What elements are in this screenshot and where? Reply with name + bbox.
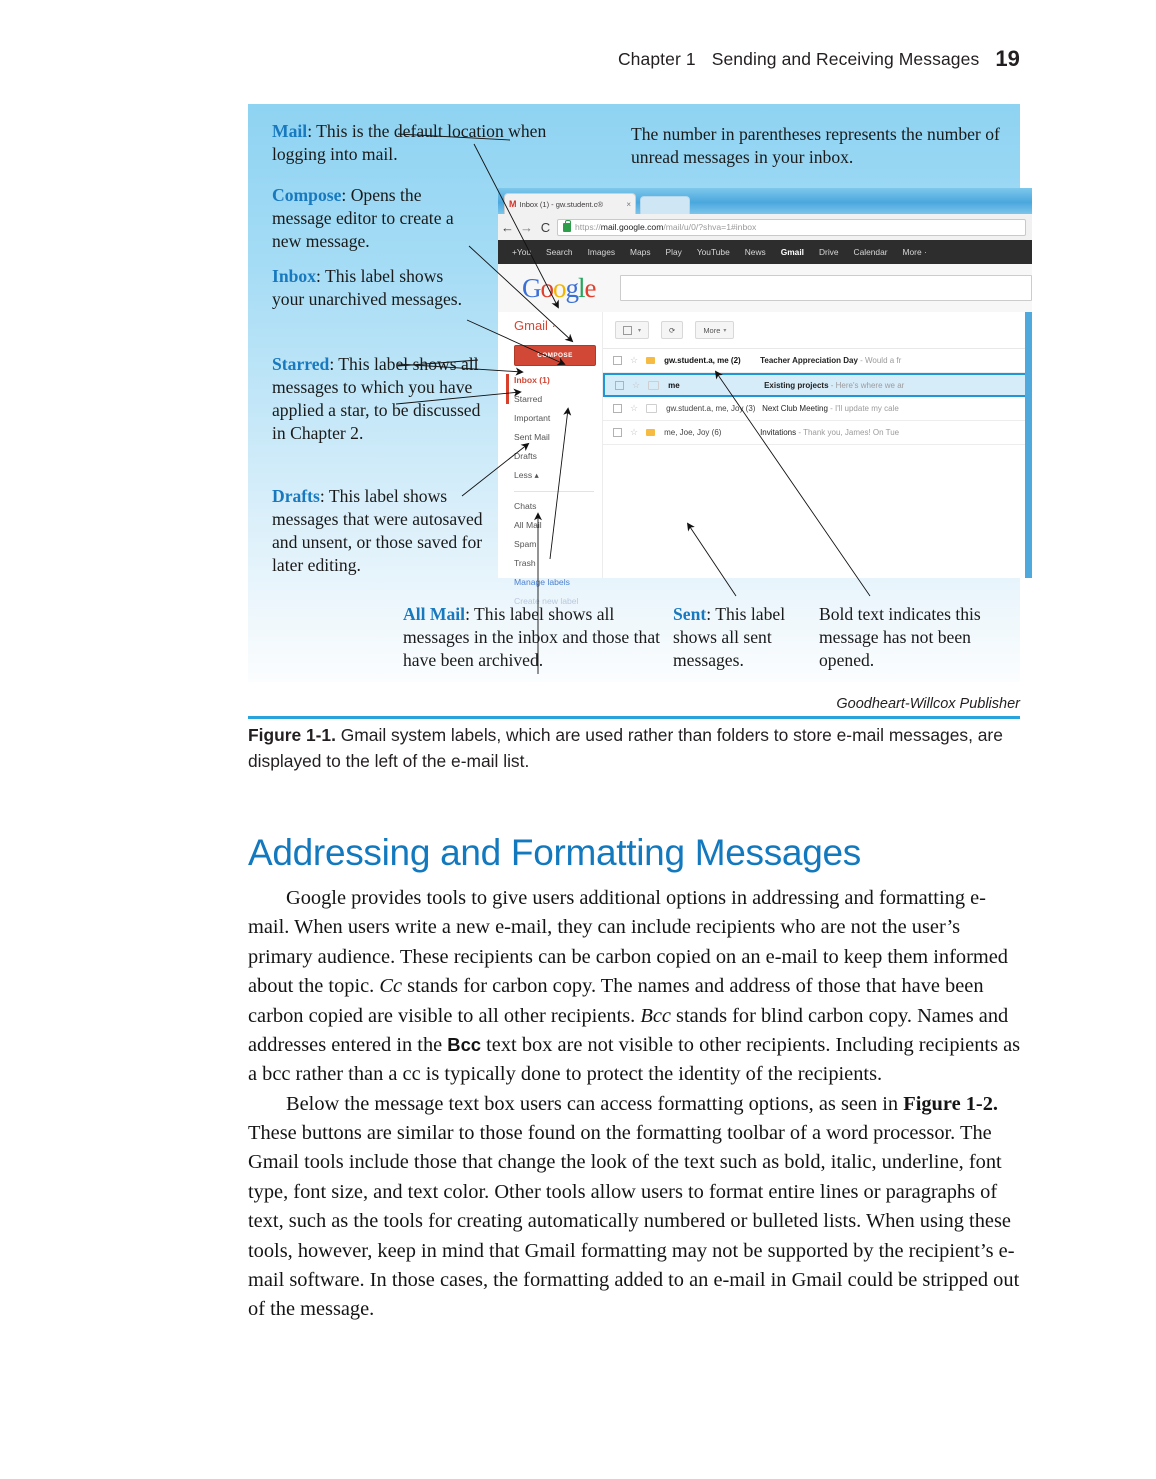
importance-tag-icon[interactable] — [646, 429, 655, 436]
paragraph-2 — [248, 1090, 1022, 1325]
message-subject: Teacher Appreciation Day — [760, 356, 858, 365]
reload-icon[interactable]: C — [540, 219, 551, 235]
sidebar-manage-labels[interactable]: Manage labels — [514, 577, 570, 587]
callout-starred — [272, 353, 487, 444]
callout-inbox-text: : This label shows your unarchived messages. — [272, 266, 463, 309]
p2-part-a: Below the message text box users can access formatting options, as seen in — [286, 1092, 904, 1115]
google-search-header — [498, 264, 1032, 313]
body-copy — [248, 884, 1022, 1325]
scrollbar[interactable] — [1025, 312, 1032, 578]
callout-starred-label: Starred — [272, 354, 330, 374]
gmail-favicon-icon: M — [509, 199, 517, 209]
select-all-dropdown[interactable] — [615, 321, 649, 339]
chevron-down-icon: ▾ — [638, 327, 642, 334]
address-bar[interactable] — [557, 219, 1026, 236]
row-checkbox[interactable] — [613, 356, 622, 365]
gmail-message-pane — [602, 312, 1032, 578]
table-row[interactable] — [603, 397, 1032, 421]
sidebar-label-sent-mail[interactable]: Sent Mail — [514, 432, 550, 442]
sidebar-label-important[interactable]: Important — [514, 413, 551, 423]
sidebar-label-chats[interactable]: Chats — [514, 501, 537, 511]
figure-credit: Goodheart-Willcox Publisher — [836, 696, 1020, 712]
embedded-browser-screenshot — [498, 188, 1032, 606]
checkbox-icon — [623, 326, 632, 335]
gnav-item-calendar[interactable]: Calendar — [853, 247, 888, 257]
browser-toolbar — [498, 214, 1032, 241]
gnav-item-search[interactable]: Search — [546, 247, 573, 257]
message-snippet: - I'll update my cale — [827, 404, 899, 413]
callout-mail — [272, 120, 562, 166]
browser-tab[interactable] — [504, 193, 636, 214]
sidebar-label-less[interactable]: Less ▴ — [514, 470, 539, 480]
url-hash: #inbox — [730, 222, 757, 232]
url-path: /mail/u/0/?shva=1 — [663, 222, 731, 232]
caption-rule — [248, 716, 1020, 719]
gmail-search-input[interactable] — [620, 275, 1033, 301]
logo-letter-g2: g — [565, 272, 578, 303]
chevron-down-icon: ▾ — [723, 327, 727, 334]
annotation-highlight-bar — [506, 374, 509, 404]
star-icon[interactable]: ☆ — [630, 355, 639, 365]
callout-unread-count — [631, 123, 1001, 169]
message-snippet: - Thank you, James! On Tue — [796, 428, 900, 437]
callout-compose-label: Compose — [272, 185, 342, 205]
gnav-item-gmail[interactable]: Gmail — [780, 247, 804, 257]
gnav-item-youtube[interactable]: YouTube — [696, 247, 730, 257]
callout-starred-text: : This label shows all messages to which you have applied a star, to be discussed in Chapter 2. — [272, 354, 481, 443]
table-row[interactable] — [603, 421, 1032, 445]
table-row[interactable] — [603, 349, 1032, 373]
more-button[interactable] — [695, 321, 734, 339]
callout-unread-text: The number in parentheses represents the number of unread messages in your inbox. — [631, 124, 1000, 167]
close-icon[interactable]: × — [626, 199, 631, 209]
sidebar-label-starred[interactable]: Starred — [514, 394, 543, 404]
gnav-item-maps[interactable]: Maps — [630, 247, 651, 257]
callout-sent-text: : This label shows all sent messages. — [673, 604, 786, 670]
sidebar-label-all-mail[interactable]: All Mail — [514, 520, 542, 530]
compose-button[interactable] — [514, 345, 596, 366]
callout-all-mail-text: : This label shows all messages in the inbox and those that have been archived. — [403, 604, 661, 670]
callout-compose-text: : Opens the message editor to create a new message. — [272, 185, 454, 251]
address-bar-url — [575, 222, 756, 232]
callout-sent-label: Sent — [673, 604, 707, 624]
gmail-brand-menu[interactable]: Gmail · — [514, 318, 556, 333]
sidebar-label-spam[interactable]: Spam — [514, 539, 537, 549]
forward-icon[interactable]: → — [520, 219, 533, 235]
callout-bold-text — [819, 603, 999, 672]
callout-drafts-label: Drafts — [272, 486, 320, 506]
figure-panel — [248, 104, 1020, 682]
row-checkbox[interactable] — [615, 381, 624, 390]
running-head-title: Sending and Receiving Messages — [711, 49, 980, 69]
sidebar-create-new-label[interactable]: Create new label — [514, 596, 579, 606]
p2-part-b: These buttons are similar to those found on the formatting toolbar of a word processor. The Gmail tools include those that change the look of the text such as bold, italic, underline, font type, font size, and text color. Other tools allow users to format entire lines or paragraphs of text, such as the tools for creating automatically numbered or bulleted lists. When using these tools, however, keep in mind that Gmail formatting may not be supported by the recipient’s e-mail software. In those cases, the formatting added to an e-mail in Gmail could be stripped out of the message. — [248, 1122, 1020, 1321]
logo-letter-e: e — [584, 272, 596, 303]
p1-part-c: stands for blind carbon copy. Names and addresses entered in the — [248, 1004, 1009, 1056]
sidebar-label-trash[interactable]: Trash — [514, 558, 536, 568]
running-head-chapter: Chapter 1 — [617, 49, 696, 69]
figure-caption — [248, 722, 1020, 775]
caption-figure-number: Figure 1-1. — [248, 725, 336, 745]
gnav-item-you[interactable]: +You — [512, 247, 532, 257]
google-top-nav — [498, 240, 1032, 264]
p1-part-b: stands for carbon copy. The names and address of those that have been carbon copied are visible to all other recipients. — [248, 975, 984, 1027]
message-sender: gw.student.a, me, Joy (3) — [666, 404, 756, 413]
message-subject: Invitations — [760, 428, 797, 437]
row-checkbox[interactable] — [613, 428, 622, 437]
message-subject-line — [760, 428, 1032, 437]
callout-compose — [272, 184, 472, 253]
callout-all-mail — [403, 603, 661, 672]
gnav-item-news[interactable]: News — [744, 247, 766, 257]
importance-tag-icon[interactable] — [648, 381, 659, 390]
message-subject: Existing projects — [764, 380, 829, 390]
callout-all-mail-label: All Mail — [403, 604, 466, 624]
p1-ui-bcc: Bcc — [447, 1033, 482, 1055]
new-tab-button[interactable] — [640, 196, 690, 215]
message-sender: me, Joe, Joy (6) — [664, 428, 722, 437]
caption-text: Gmail system labels, which are used rather than folders to store e-mail messages, are displayed to the left of the e-mail list. — [248, 725, 1003, 772]
more-button-label: More — [703, 325, 721, 335]
gmail-toolbar — [603, 312, 1032, 349]
star-icon[interactable]: ☆ — [630, 403, 639, 413]
callout-inbox-label: Inbox — [272, 266, 317, 286]
lock-icon — [563, 223, 571, 232]
google-logo — [522, 272, 596, 303]
gnav-item-more[interactable]: More · — [902, 247, 927, 257]
importance-tag-icon[interactable] — [646, 357, 655, 364]
browser-tab-title: Inbox (1) - gw.student.c® — [519, 199, 603, 209]
callout-mail-label: Mail — [272, 121, 308, 141]
message-subject-line — [762, 404, 1032, 413]
logo-letter-o2: o — [553, 272, 566, 303]
message-subject: Next Club Meeting — [762, 404, 828, 413]
sidebar-label-drafts[interactable]: Drafts — [514, 451, 537, 461]
logo-letter-g1: G — [522, 272, 541, 303]
url-scheme: https:// — [575, 222, 601, 232]
star-icon[interactable]: ☆ — [632, 379, 641, 390]
gmail-sidebar — [498, 312, 602, 606]
logo-letter-o1: o — [540, 272, 553, 303]
row-checkbox[interactable] — [613, 404, 622, 413]
callout-inbox — [272, 265, 472, 311]
message-subject-line — [760, 356, 1032, 365]
table-row[interactable] — [603, 373, 1032, 397]
refresh-button[interactable] — [661, 321, 683, 339]
refresh-icon: ⟳ — [669, 325, 676, 335]
message-snippet: - Would a fr — [857, 356, 902, 365]
logo-letter-l: l — [578, 272, 585, 303]
p1-part-d: text box are not visible to other recipients. Including recipients as a bcc rather than a cc is typically done to protect the identity of the recipients. — [248, 1033, 1021, 1086]
page-title: Addressing and Formatting Messages — [248, 832, 861, 873]
gnav-item-play[interactable]: Play — [665, 247, 682, 257]
p1-term-bcc: Bcc — [640, 1004, 671, 1027]
message-sender: me — [668, 380, 680, 390]
p2-figure-reference: Figure 1-2. — [903, 1092, 998, 1115]
sidebar-label-inbox[interactable]: Inbox (1) — [514, 375, 550, 385]
p1-part-a: Google provides tools to give users additional options in addressing and formatting e-mail. When users write a new e-mail, they can include recipients who are not the user’s primary audience. These recipients can be carbon copied on an e-mail to keep them informed about the topic. — [248, 887, 1008, 998]
message-subject-line — [764, 381, 1030, 390]
message-snippet: - Here's where we ar — [828, 380, 905, 390]
gmail-application — [498, 312, 1032, 606]
paragraph-1 — [248, 884, 1022, 1090]
url-domain: mail.google.com — [600, 222, 664, 232]
running-head — [618, 46, 1020, 72]
callout-bold-text-body: Bold text indicates this message has not been opened. — [819, 604, 981, 670]
star-icon[interactable]: ☆ — [630, 427, 639, 437]
sidebar-divider — [514, 491, 594, 492]
callout-mail-text: : This is the default location when logging into mail. — [272, 121, 547, 164]
gnav-item-images[interactable]: Images — [587, 247, 616, 257]
message-sender: gw.student.a, me (2) — [664, 356, 741, 365]
p1-term-cc: Cc — [379, 975, 403, 998]
callout-drafts-text: : This label shows messages that were autosaved and unsent, or those saved for later editing. — [272, 486, 483, 575]
back-icon[interactable]: ← — [501, 219, 514, 235]
importance-tag-icon[interactable] — [646, 404, 657, 413]
gnav-item-drive[interactable]: Drive — [818, 247, 839, 257]
page-number: 19 — [995, 46, 1020, 71]
callout-drafts — [272, 485, 487, 576]
callout-sent — [673, 603, 805, 672]
compose-button-label: COMPOSE — [537, 352, 573, 359]
